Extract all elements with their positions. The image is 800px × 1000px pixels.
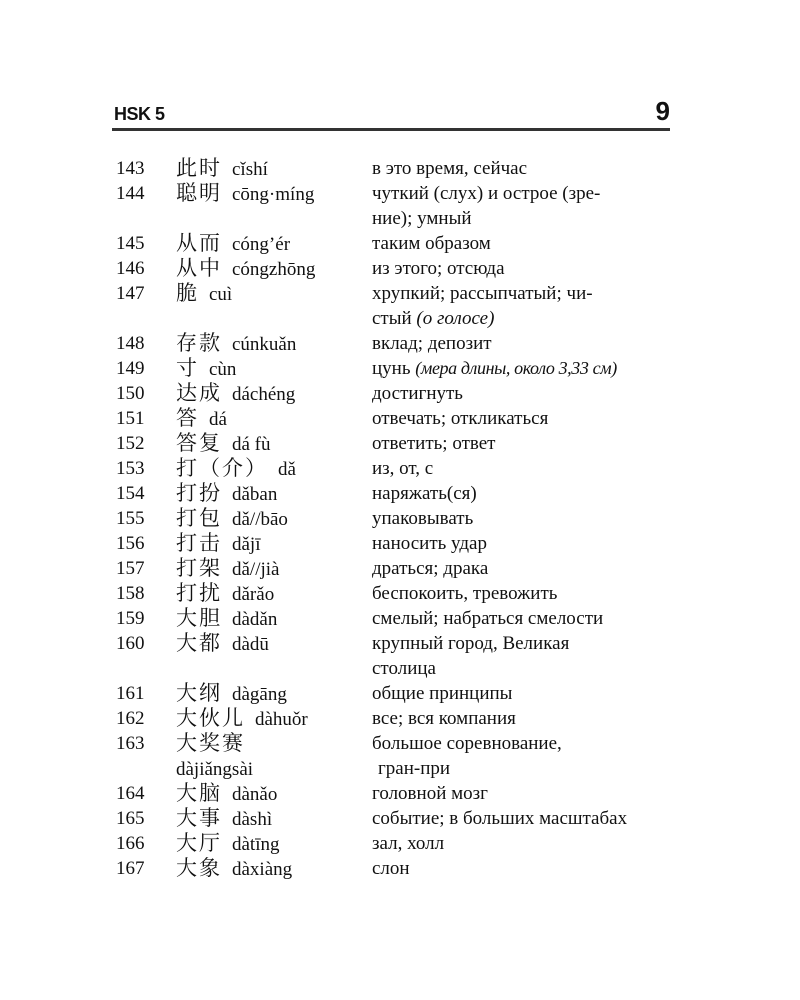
entry-translation: из, от, с (372, 458, 434, 479)
page-header (112, 96, 670, 131)
entry-translation: наносить удар (372, 533, 487, 554)
entry-headword (176, 831, 280, 857)
entry-headword (176, 531, 261, 557)
entry-translation: отвечать; откликаться (372, 408, 549, 429)
entry-translation: зал, холл (372, 833, 445, 854)
entry-151 (116, 406, 676, 431)
entry-headword (176, 631, 269, 657)
entry-147 (116, 281, 676, 331)
entry-headword (176, 806, 272, 832)
entry-pinyin: dàdǎn (232, 609, 278, 630)
entry-translation: драться; драка (372, 558, 489, 579)
vocabulary-list (116, 156, 676, 881)
entry-headword (176, 231, 290, 257)
entry-pinyin: dànǎo (232, 784, 278, 805)
entry-headword (176, 581, 274, 607)
entry-pinyin: dá (209, 409, 227, 430)
entry-number: 146 (116, 258, 145, 279)
entry-hanzi: 脆 (176, 281, 199, 305)
entry-pinyin: dǎban (232, 484, 278, 505)
entry-translation: смелый; набраться смелости (372, 608, 604, 629)
entry-hanzi: 大奖赛 (176, 731, 245, 755)
entry-translation: хрупкий; рассыпчатый; чи- стый (о голосе) (372, 283, 593, 329)
entry-hanzi: 达成 (176, 381, 222, 405)
entry-hanzi: 从而 (176, 231, 222, 255)
entry-hanzi: 存款 (176, 331, 222, 355)
entry-hanzi: 答复 (176, 431, 222, 455)
entry-pinyin: dǎrǎo (232, 584, 275, 605)
entry-hanzi: 此时 (176, 156, 222, 180)
entry-translation: головной мозг (372, 783, 488, 804)
entry-number: 161 (116, 683, 145, 704)
entry-148 (116, 331, 676, 356)
entry-headword (176, 281, 232, 307)
entry-number: 152 (116, 433, 145, 454)
entry-number: 166 (116, 833, 145, 854)
entry-number: 143 (116, 158, 145, 179)
entry-headword (176, 256, 315, 282)
entry-157 (116, 556, 676, 581)
entry-pinyin: dàjiǎngsài (176, 759, 254, 780)
entry-hanzi: 聪明 (176, 181, 222, 205)
entry-pinyin: dáchéng (232, 384, 296, 405)
entry-146 (116, 256, 676, 281)
entry-pinyin: dàshì (232, 809, 273, 830)
entry-number: 147 (116, 283, 145, 304)
entry-hanzi: 打击 (176, 531, 222, 555)
entry-hanzi: 寸 (176, 356, 199, 380)
entry-headword (176, 781, 277, 807)
entry-hanzi: 答 (176, 406, 199, 430)
entry-159 (116, 606, 676, 631)
entry-hanzi: 大胆 (176, 606, 222, 630)
entry-158 (116, 581, 676, 606)
entry-pinyin: dàhuǒr (255, 709, 308, 730)
entry-translation: все; вся компания (372, 708, 516, 729)
entry-hanzi: 打架 (176, 556, 222, 580)
entry-pinyin: cóngzhōng (232, 259, 316, 280)
entry-headword (176, 356, 236, 382)
entry-translation: вклад; депозит (372, 333, 492, 354)
page-number: 9 (655, 96, 670, 126)
entry-166 (116, 831, 676, 856)
entry-headword (176, 481, 277, 507)
entry-pinyin: cùn (209, 359, 237, 380)
entry-hanzi: 从中 (176, 256, 222, 280)
entry-150 (116, 381, 676, 406)
entry-translation: беспокоить, тревожить (372, 583, 558, 604)
entry-152 (116, 431, 676, 456)
entry-translation: большое соревнование, гран-при (372, 733, 562, 779)
entry-hanzi: 打包 (176, 506, 222, 530)
entry-165 (116, 806, 676, 831)
entry-number: 164 (116, 783, 145, 804)
entry-headword (176, 681, 287, 707)
entry-translation: из этого; отсюда (372, 258, 505, 279)
entry-167 (116, 856, 676, 881)
entry-translation: в это время, сейчас (372, 158, 528, 179)
entry-headword (176, 181, 314, 207)
entry-154 (116, 481, 676, 506)
entry-headword (176, 556, 279, 582)
entry-pinyin: cúnkuǎn (232, 334, 297, 355)
entry-headword (176, 506, 288, 532)
entry-number: 158 (116, 583, 145, 604)
entry-hanzi: 大伙儿 (176, 706, 245, 730)
entry-hanzi: 大象 (176, 856, 222, 880)
entry-translation: общие принципы (372, 683, 513, 704)
entry-pinyin: dàtīng (232, 834, 280, 855)
entry-translation: наряжать(ся) (372, 483, 477, 504)
entry-hanzi: 大脑 (176, 781, 222, 805)
entry-translation: крупный город, Великая столица (372, 633, 570, 679)
entry-number: 156 (116, 533, 145, 554)
entry-number: 154 (116, 483, 145, 504)
entry-162 (116, 706, 676, 731)
header-title: HSK 5 (114, 104, 165, 124)
entry-pinyin: dǎjī (232, 534, 261, 555)
entry-headword (176, 381, 295, 407)
entry-pinyin: dá fù (232, 434, 271, 455)
entry-hanzi: 大事 (176, 806, 222, 830)
entry-163 (116, 731, 676, 781)
entry-number: 145 (116, 233, 145, 254)
entry-hanzi: 打（介） (176, 456, 268, 480)
entry-number: 150 (116, 383, 145, 404)
entry-headword (176, 156, 268, 182)
entry-translation: упаковывать (372, 508, 474, 529)
entry-hanzi: 大厅 (176, 831, 222, 855)
entry-pinyin: cuì (209, 284, 233, 305)
entry-headword (176, 431, 271, 457)
entry-translation: достигнуть (372, 383, 463, 404)
entry-hanzi: 打扰 (176, 581, 222, 605)
entry-translation: чуткий (слух) и острое (зре- ние); умный (372, 183, 601, 229)
entry-hanzi: 大都 (176, 631, 222, 655)
entry-note: (мера длины, около 3,33 см) (415, 358, 617, 378)
entry-number: 144 (116, 183, 145, 204)
entry-translation: таким образом (372, 233, 491, 254)
entry-161 (116, 681, 676, 706)
entry-number: 163 (116, 733, 145, 754)
entry-pinyin: dǎ//jià (232, 559, 280, 580)
entry-headword (176, 706, 308, 732)
entry-headword (176, 731, 253, 782)
entry-155 (116, 506, 676, 531)
entry-translation: ответить; ответ (372, 433, 496, 454)
entry-156 (116, 531, 676, 556)
entry-number: 149 (116, 358, 145, 379)
entry-note: (о голосе) (416, 308, 495, 329)
entry-pinyin: dǎ//bāo (232, 509, 288, 530)
entry-translation: слон (372, 858, 410, 879)
entry-headword (176, 406, 227, 432)
entry-153 (116, 456, 676, 481)
entry-headword (176, 606, 277, 632)
entry-160 (116, 631, 676, 681)
entry-translation: событие; в больших масштабах (372, 808, 628, 829)
entry-number: 160 (116, 633, 145, 654)
entry-number: 155 (116, 508, 145, 529)
entry-number: 157 (116, 558, 145, 579)
entry-hanzi: 打扮 (176, 481, 222, 505)
entry-number: 151 (116, 408, 145, 429)
entry-number: 153 (116, 458, 145, 479)
entry-headword (176, 331, 296, 357)
entry-number: 148 (116, 333, 145, 354)
entry-hanzi: 大纲 (176, 681, 222, 705)
entry-pinyin: cōng·míng (232, 184, 315, 205)
entry-164 (116, 781, 676, 806)
entry-headword (176, 856, 292, 882)
entry-pinyin: dàxiàng (232, 859, 293, 880)
entry-pinyin: cǐshí (232, 159, 268, 180)
entry-pinyin: dǎ (278, 459, 296, 480)
entry-number: 165 (116, 808, 145, 829)
entry-pinyin: dàdū (232, 634, 269, 655)
entry-145 (116, 231, 676, 256)
entry-pinyin: cóng’ér (232, 234, 291, 255)
entry-headword (176, 456, 296, 482)
entry-149 (116, 356, 676, 381)
entry-144 (116, 181, 676, 231)
entry-number: 167 (116, 858, 145, 879)
entry-number: 162 (116, 708, 145, 729)
entry-translation: цунь (мера длины, около 3,33 см) (372, 358, 617, 379)
entry-143 (116, 156, 676, 181)
entry-pinyin: dàgāng (232, 684, 287, 705)
entry-number: 159 (116, 608, 145, 629)
